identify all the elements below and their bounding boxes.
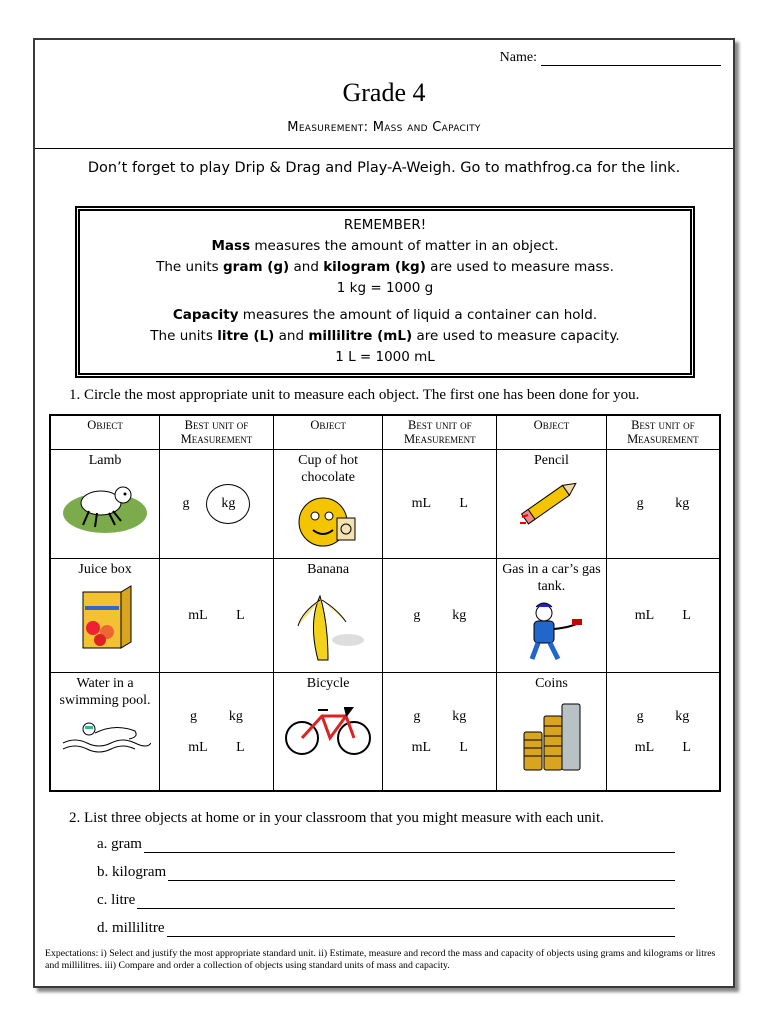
object-cell (50, 559, 160, 673)
remember-heading: REMEMBER! (343, 217, 427, 233)
object-cell (497, 673, 607, 791)
name-blank[interactable] (541, 52, 721, 66)
unit-option[interactable]: g (190, 708, 198, 724)
unit-choice-cell (160, 559, 274, 673)
game-reminder: Don’t forget to play Drip & Drag and Play-A-Weigh. Go to mathfrog.ca for the link. (87, 160, 681, 176)
unit-option[interactable]: mL (411, 496, 432, 512)
worksheet-page (33, 38, 735, 988)
col-header-unit: Best unit of Measurement (383, 415, 497, 449)
gas-pump-icon (497, 599, 606, 670)
col-header-object: Object (50, 415, 160, 449)
page-subtitle: Measurement: Mass and Capacity (287, 120, 481, 135)
unit-choice-cell (383, 673, 497, 791)
expectations-note: Expectations: i) Select and justify the most appropriate standard unit. ii) Estimate, measure and record the mass and capacity of objects using grams and kilograms or litres and millilitres. iii) Compare and order a collection of objects using standard units of mass and capacity. (45, 948, 716, 971)
unit-option[interactable]: kg (452, 608, 467, 624)
col-header-unit: Best unit of Measurement (606, 415, 720, 449)
question-2: 2. List three objects at home or in your classroom that you might measure with each unit. (69, 810, 604, 826)
table-row (50, 673, 720, 791)
unit-option[interactable]: g (413, 608, 421, 624)
lamb-icon (51, 473, 159, 540)
answer-kilogram[interactable]: b. kilogram (97, 864, 675, 881)
answer-blank[interactable] (167, 921, 676, 937)
unit-option[interactable]: kg (452, 708, 467, 724)
hot-chocolate-icon (274, 490, 383, 557)
capacity-equation: 1 L = 1000 mL (335, 349, 435, 365)
object-cell (50, 673, 160, 791)
capacity-definition: Capacity measures the amount of liquid a container can hold. (172, 307, 598, 323)
table-row (50, 449, 720, 559)
unit-choice-cell (606, 673, 720, 791)
object-label: Bicycle (306, 676, 350, 692)
unit-option[interactable]: g (413, 708, 421, 724)
answer-blank[interactable] (144, 837, 675, 853)
unit-option[interactable]: mL (188, 608, 208, 624)
unit-option[interactable]: g (636, 496, 644, 512)
unit-choice-cell (160, 449, 274, 559)
pencil-icon (497, 473, 606, 536)
object-label: Water in a swimming pool. (59, 676, 151, 709)
object-cell (273, 449, 383, 559)
object-label: Gas in a car’s gas tank. (502, 562, 601, 595)
page-title: Grade 4 (342, 78, 426, 107)
unit-option[interactable]: mL (634, 608, 655, 624)
remember-box (75, 206, 695, 378)
unit-choice-cell (606, 449, 720, 559)
unit-option[interactable]: kg (206, 484, 250, 524)
col-header-unit: Best unit of Measurement (160, 415, 274, 449)
object-cell (497, 559, 607, 673)
unit-option[interactable]: L (236, 608, 245, 624)
unit-choice-cell (383, 559, 497, 673)
unit-option[interactable]: g (636, 708, 644, 724)
unit-choice-cell (383, 449, 497, 559)
object-label: Banana (307, 562, 350, 578)
question-1: 1. Circle the most appropriate unit to measure each object. The first one has been done for you. (69, 387, 640, 403)
unit-option[interactable]: kg (675, 708, 690, 724)
unit-option[interactable]: L (459, 496, 468, 512)
mass-equation: 1 kg = 1000 g (336, 280, 434, 296)
unit-option[interactable]: kg (228, 708, 243, 724)
answer-gram[interactable]: a. gram (97, 836, 675, 853)
object-label: Pencil (533, 452, 569, 468)
juice-box-icon (51, 582, 159, 657)
header-divider (35, 148, 733, 149)
units-table (49, 414, 721, 792)
mass-units: The units gram (g) and kilogram (kg) are used to measure mass. (156, 259, 614, 275)
unit-option[interactable]: L (682, 739, 691, 755)
col-header-object: Object (497, 415, 607, 449)
object-cell (273, 673, 383, 791)
coins-icon (497, 696, 606, 779)
table-row (50, 559, 720, 673)
unit-option[interactable]: mL (188, 739, 208, 755)
banana-icon (274, 582, 383, 669)
object-label: Juice box (78, 562, 132, 578)
object-label: Lamb (88, 452, 122, 468)
swimmer-icon (51, 713, 159, 758)
unit-option[interactable]: g (182, 496, 190, 512)
unit-choice-cell (606, 559, 720, 673)
unit-option[interactable]: kg (675, 496, 690, 512)
unit-option[interactable]: L (682, 608, 691, 624)
object-cell (50, 449, 160, 559)
unit-option[interactable]: L (459, 739, 468, 755)
mass-definition: Mass measures the amount of matter in an object. (211, 238, 559, 254)
object-label: Coins (535, 676, 568, 692)
answer-blank[interactable] (137, 893, 675, 909)
name-field[interactable] (500, 50, 721, 66)
unit-option[interactable]: mL (634, 739, 655, 755)
col-header-object: Object (273, 415, 383, 449)
unit-option[interactable]: L (236, 739, 245, 755)
object-cell (497, 449, 607, 559)
object-cell (273, 559, 383, 673)
unit-choice-cell (160, 673, 274, 791)
unit-option[interactable]: mL (411, 739, 432, 755)
capacity-units: The units litre (L) and millilitre (mL) are used to measure capacity. (150, 328, 620, 344)
bicycle-icon (274, 696, 383, 763)
object-label: Cup of hot chocolate (298, 452, 359, 485)
name-label: Name: (499, 50, 537, 65)
answer-blank[interactable] (168, 865, 675, 881)
answer-litre[interactable]: c. litre (97, 892, 675, 909)
answer-millilitre[interactable]: d. millilitre (97, 920, 675, 937)
